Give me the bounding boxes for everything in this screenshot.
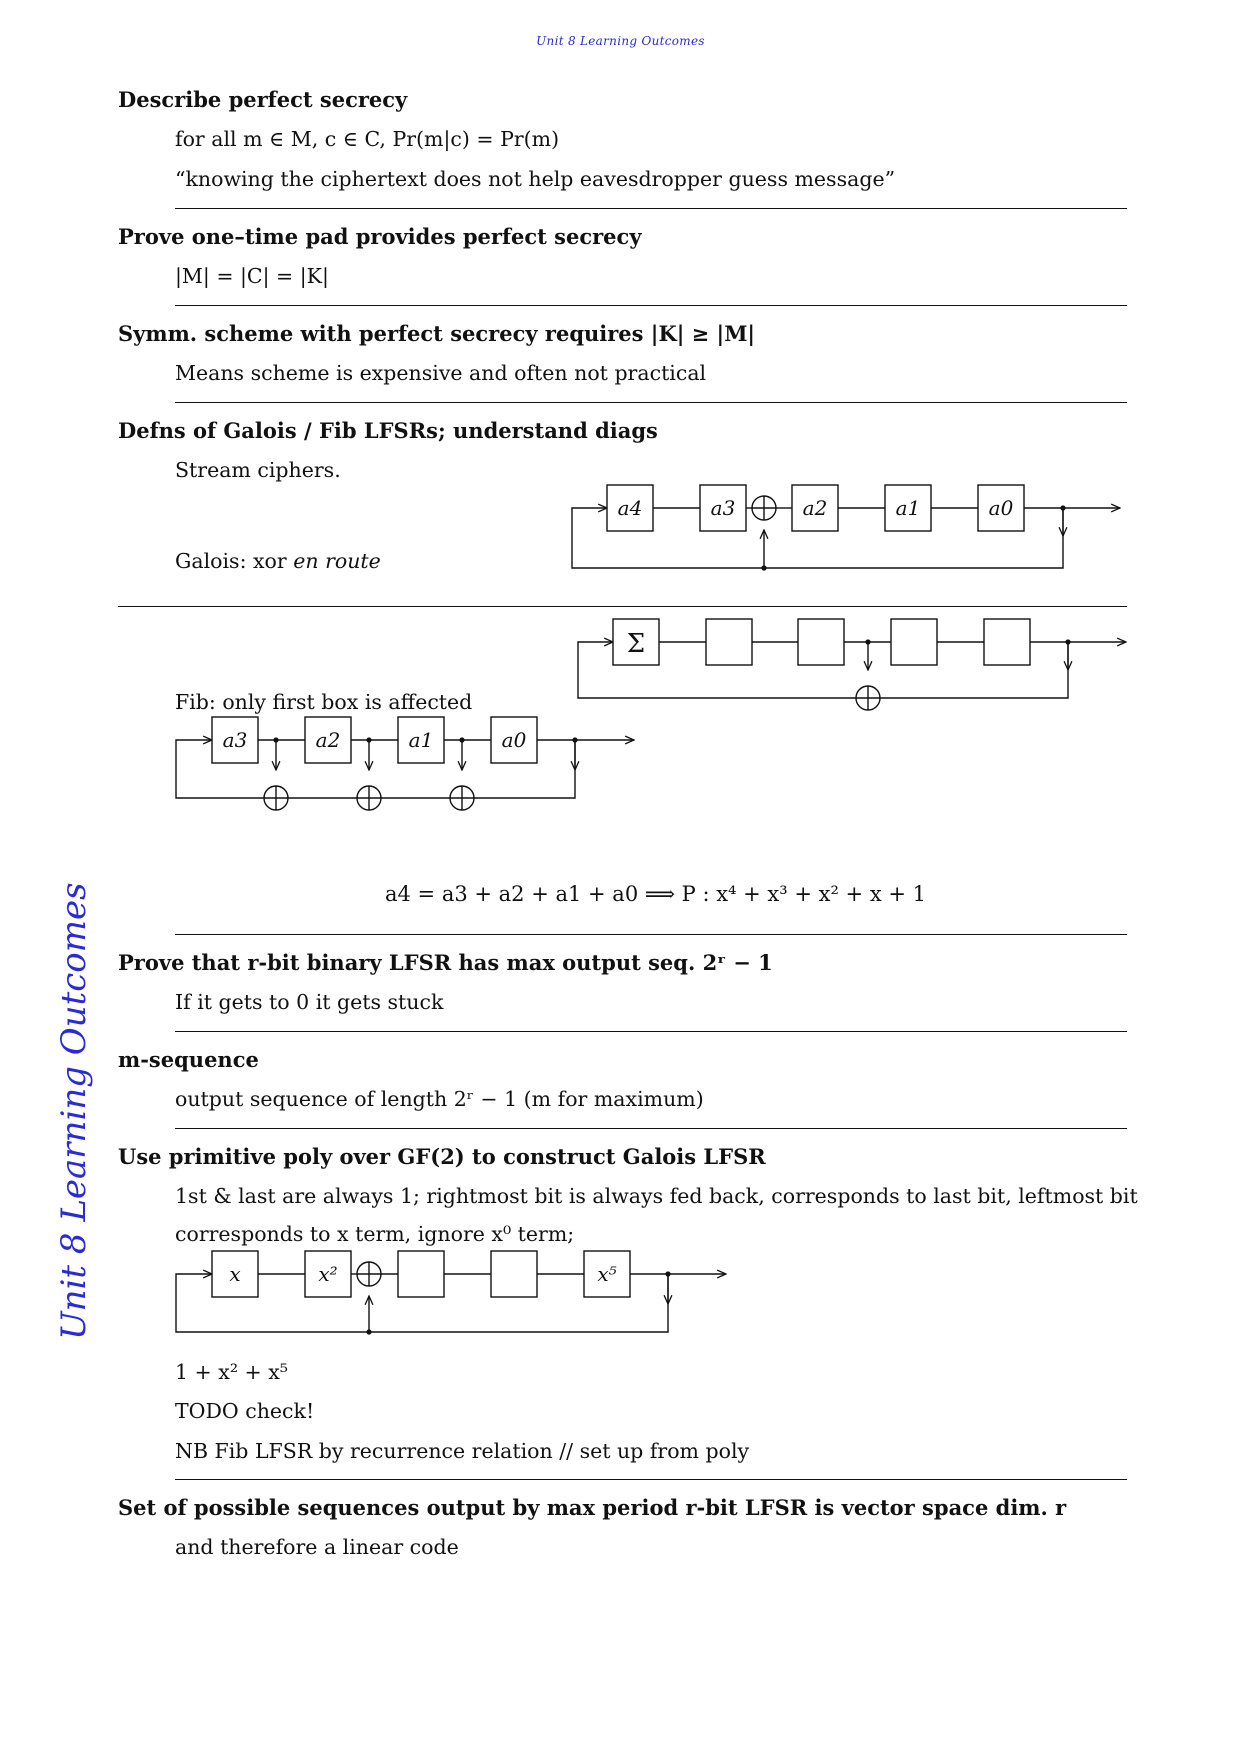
divider — [118, 606, 1127, 607]
side-title: Unit 8 Learning Outcomes — [54, 882, 94, 1340]
svg-text:a4 — [618, 496, 643, 520]
heading-one-time-pad: Prove one–time pad provides perfect secrecy — [118, 224, 642, 249]
symmetric-scheme-note: Means scheme is expensive and often not practical — [175, 361, 707, 385]
perfect-secrecy-definition: for all m ∈ M, c ∈ C, Pr(m|c) = Pr(m) — [175, 127, 560, 151]
register-empty-2 — [491, 1251, 537, 1297]
svg-text:a2 — [803, 496, 828, 520]
svg-text:a3 — [711, 496, 736, 520]
linear-code-note: and therefore a linear code — [175, 1535, 459, 1559]
heading-lfsr-definitions: Defns of Galois / Fib LFSRs; understand diags — [118, 418, 658, 443]
fibonacci-label: Fib: only first box is affected — [175, 690, 473, 714]
divider — [175, 305, 1127, 306]
fib-label-a3: a3 — [222, 728, 248, 752]
galois-lfsr-diagram — [560, 478, 1130, 578]
svg-text:x — [229, 1262, 240, 1286]
svg-text:a3 — [223, 728, 248, 752]
register-label-x2: x² — [318, 1262, 338, 1286]
primitive-poly-rule-line-2: corresponds to x term, ignore x⁰ term; — [175, 1222, 575, 1246]
divider — [175, 208, 1127, 209]
galois-label-a2: a2 — [802, 496, 828, 520]
heading-vector-space: Set of possible sequences output by max period r-bit LFSR is vector space dim. r — [118, 1495, 1067, 1520]
svg-text:x² — [318, 1262, 337, 1286]
primitive-polynomial: 1 + x² + x⁵ — [175, 1360, 289, 1384]
stream-ciphers-label: Stream ciphers. — [175, 458, 341, 482]
one-time-pad-cardinality: |M| = |C| = |K| — [175, 264, 329, 288]
divider — [175, 934, 1127, 935]
m-sequence-definition: output sequence of length 2ʳ − 1 (m for maximum) — [175, 1087, 704, 1111]
fib-register-3 — [891, 619, 937, 665]
heading-max-output-sequence: Prove that r-bit binary LFSR has max output seq. 2ʳ − 1 — [118, 950, 773, 975]
galois-label-a0: a0 — [988, 496, 1014, 520]
fib-register-1 — [706, 619, 752, 665]
fib-label-a0: a0 — [501, 728, 527, 752]
svg-text:a1 — [409, 728, 434, 752]
perfect-secrecy-quote: “knowing the ciphertext does not help eavesdropper guess message” — [175, 167, 896, 191]
fib-label-a1: a1 — [408, 728, 434, 752]
galois-label-text: Galois: xor — [175, 549, 287, 573]
svg-text:a2 — [316, 728, 341, 752]
register-label-x5: x⁵ — [597, 1262, 617, 1286]
galois-label-a1: a1 — [895, 496, 921, 520]
galois-label-a3: a3 — [710, 496, 736, 520]
heading-primitive-poly: Use primitive poly over GF(2) to construct Galois LFSR — [118, 1144, 766, 1169]
stuck-at-zero-note: If it gets to 0 it gets stuck — [175, 990, 444, 1014]
galois-label — [175, 549, 381, 573]
fib-register-4 — [984, 619, 1030, 665]
primitive-poly-lfsr-diagram — [166, 1246, 736, 1346]
register-empty-1 — [398, 1251, 444, 1297]
svg-text:x⁵ — [597, 1262, 616, 1286]
fib-label-a2: a2 — [315, 728, 341, 752]
divider — [175, 1479, 1127, 1480]
svg-text:a0 — [502, 728, 527, 752]
svg-text:a1 — [896, 496, 921, 520]
fibonacci-lfsr-diagram — [166, 712, 646, 812]
svg-text:Σ — [627, 629, 645, 659]
fibonacci-lfsr-sum-diagram — [566, 614, 1136, 714]
divider — [175, 402, 1127, 403]
sum-symbol: Σ — [626, 629, 646, 659]
todo-note: TODO check! — [175, 1399, 315, 1423]
fibonacci-equation: a4 = a3 + a2 + a1 + a0 ⟹ P : x⁴ + x³ + x² + x + 1 — [385, 882, 926, 906]
divider — [175, 1128, 1127, 1129]
galois-label-a4: a4 — [617, 496, 643, 520]
heading-symmetric-scheme: Symm. scheme with perfect secrecy requires |K| ≥ |M| — [118, 321, 756, 346]
heading-m-sequence: m-sequence — [118, 1047, 259, 1072]
heading-perfect-secrecy: Describe perfect secrecy — [118, 87, 408, 112]
divider — [175, 1031, 1127, 1032]
fib-register-2 — [798, 619, 844, 665]
register-label-x: x — [229, 1262, 241, 1286]
page-header: Unit 8 Learning Outcomes — [536, 34, 705, 48]
svg-text:a0 — [989, 496, 1014, 520]
primitive-poly-rule-line-1: 1st & last are always 1; rightmost bit is always fed back, corresponds to last bit, leftmost bit — [175, 1184, 1138, 1208]
fib-recurrence-note: NB Fib LFSR by recurrence relation // set up from poly — [175, 1439, 750, 1463]
galois-label-emphasis: en route — [293, 549, 381, 573]
